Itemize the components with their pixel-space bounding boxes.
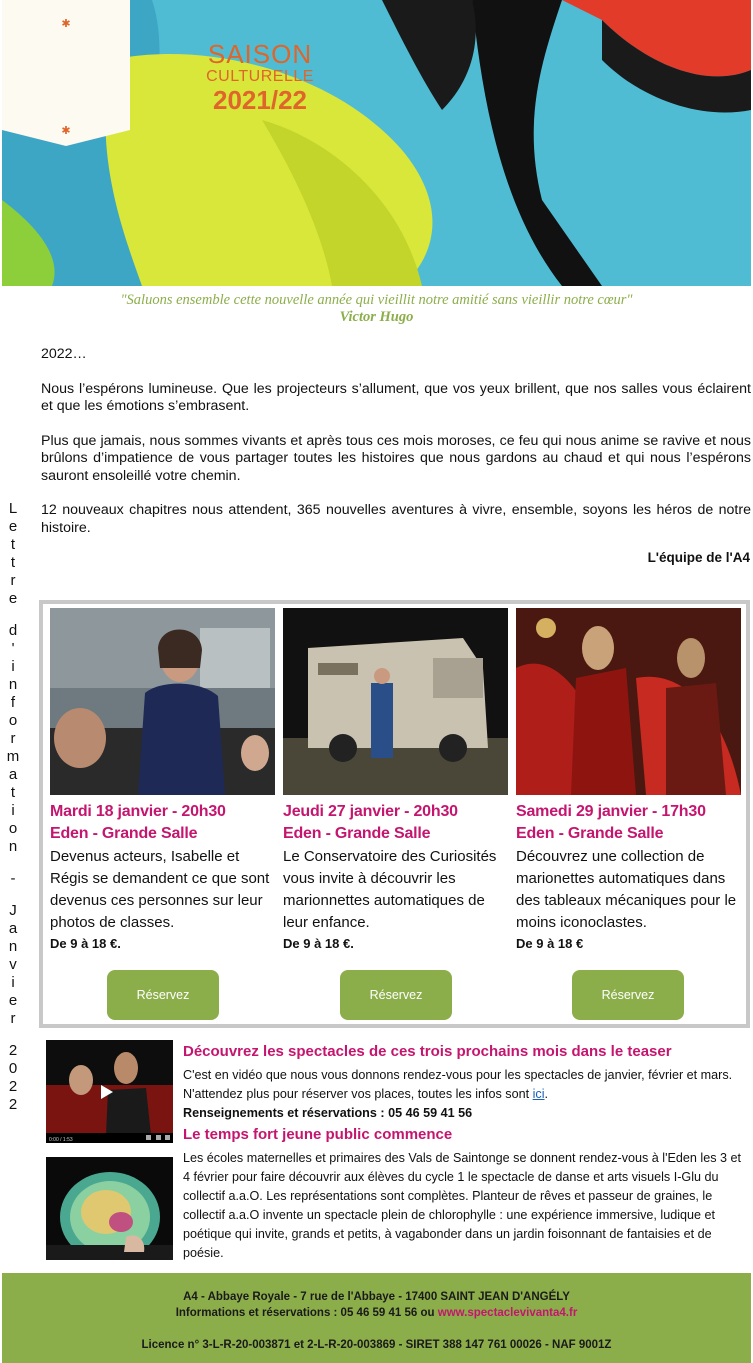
side-letter: a xyxy=(8,920,18,937)
saison-line1: SAISON xyxy=(207,39,313,69)
side-letter: 0 xyxy=(8,1060,18,1077)
side-letter xyxy=(4,608,22,622)
reserve-button[interactable]: Réservez xyxy=(572,970,684,1020)
events-box xyxy=(39,600,750,1028)
side-letter: t xyxy=(10,554,16,571)
reserve-button[interactable]: Réservez xyxy=(340,970,452,1020)
event-description: Devenus acteurs, Isabelle et Régis se demandent ce que sont devenus ces personnes sur leur photos de classes. xyxy=(50,848,270,931)
news-title-teaser: Découvrez les spectacles de ces trois prochains mois dans le teaser xyxy=(183,1043,672,1060)
side-letter xyxy=(4,856,22,870)
side-letter xyxy=(4,1028,22,1042)
contact-info: Renseignements et réservations : 05 46 59 41 56 xyxy=(183,1106,473,1120)
teaser-video-thumbnail[interactable] xyxy=(46,1040,173,1143)
svg-text:✱: ✱ xyxy=(61,18,71,30)
footer-address: A4 - Abbaye Royale - 7 rue de l'Abbaye - 17400 SAINT JEAN D'ANGÉLY xyxy=(183,1291,570,1303)
intro-paragraph-4: 12 nouveaux chapitres nous attendent, 365 nouvelles aventures à vivre, ensemble, soyons les héros de notre histoire. xyxy=(41,502,751,536)
event-photo[interactable] xyxy=(283,608,508,795)
side-letter: ' xyxy=(11,640,15,657)
side-letter: o xyxy=(8,820,18,837)
side-letter: 2 xyxy=(8,1042,18,1059)
side-letter: n xyxy=(8,838,18,855)
website-link[interactable]: www.spectaclevivanta4.fr xyxy=(437,1307,578,1319)
side-letter: m xyxy=(6,748,20,765)
event-card xyxy=(283,608,509,951)
event-card xyxy=(50,608,276,951)
intro-text xyxy=(41,346,751,554)
event-price: De 9 à 18 € xyxy=(516,936,584,951)
event-description: Le Conservatoire des Curiosités vous invite à découvrir les marionnettes automatiques de leur enfance. xyxy=(283,848,497,931)
intro-paragraph-3: Plus que jamais, nous sommes vivants et après tous ces mois moroses, ce feu qui nous anime se ravive et nous brûlons d’impatience de vous partager toutes les histoires que nous gardons au chaud et qui nous l’espérons sauront ensoleillé votre chemin. xyxy=(41,432,751,484)
intro-paragraph-1: 2022… xyxy=(41,346,87,362)
event-price: De 9 à 18 €. xyxy=(283,936,354,951)
video-time: 0:00 / 1:53 xyxy=(49,1137,73,1143)
footer-info-text: Informations et réservations : 05 46 59 41 56 ou xyxy=(175,1307,438,1319)
fullscreen-icon xyxy=(165,1135,170,1140)
event-date: Jeudi 27 janvier - 20h30 xyxy=(283,803,458,820)
news-body-teaser xyxy=(183,1066,749,1123)
news-text: C'est en vidéo que nous vous donnons rendez-vous pour les spectacles de janvier, février et mars. N'attendez plus pour réserver vos places, toutes les infos sont xyxy=(183,1068,733,1101)
side-letter: J xyxy=(9,902,17,919)
news-title-jeune-public: Le temps fort jeune public commence xyxy=(183,1126,453,1143)
side-letter: r xyxy=(10,730,16,747)
event-photo[interactable] xyxy=(516,608,741,795)
side-letter: L xyxy=(8,500,18,517)
event-price: De 9 à 18 €. xyxy=(50,936,121,951)
reserve-button[interactable]: Réservez xyxy=(107,970,219,1020)
quote-author: Victor Hugo xyxy=(339,309,414,325)
svg-text:✱: ✱ xyxy=(61,125,71,137)
side-letter: e xyxy=(8,992,18,1009)
news-body-jeune-public: Les écoles maternelles et primaires des Vals de Saintonge se donnent rendez-vous à l'Eden les 3 et 4 février pour faire découvrir aux élèves du cycle 1 le spectacle de danse et arts visuels I-Glu du collectif a.a.O. Les représentations sont complètes. Planteur de rêves et passeur de graines, le collectif a.a.O invente un spectacle plein de chlorophylle : une expérience immersive, ludique et poétique qui invite, grands et petits, à vagabonder dans un jardin foisonnant de fantaisies et de poésie. xyxy=(183,1151,742,1260)
saison-tag xyxy=(2,0,130,146)
igl-photo xyxy=(46,1157,173,1260)
side-letter: i xyxy=(11,974,15,991)
side-letter: r xyxy=(10,572,16,589)
saison-logo xyxy=(196,40,324,114)
event-date: Mardi 18 janvier - 20h30 xyxy=(50,803,226,820)
settings-icon xyxy=(156,1135,161,1140)
volume-icon xyxy=(146,1135,151,1140)
saison-line3: 2021/22 xyxy=(213,85,307,115)
side-letter: t xyxy=(10,536,16,553)
footer xyxy=(2,1273,751,1363)
side-letter: v xyxy=(9,956,17,973)
intro-paragraph-2: Nous l’espérons lumineuse. Que les projecteurs s’allument, que vos yeux brillent, que nos salles vous éclairent et que les émotions s’embrasent. xyxy=(41,380,751,414)
quote-text: "Saluons ensemble cette nouvelle année qui vieillit notre amitié sans vieillir notre cœur" xyxy=(120,292,633,308)
side-letter: n xyxy=(8,676,18,693)
side-letter: - xyxy=(10,870,16,887)
side-letter: 2 xyxy=(8,1078,18,1095)
side-letter: t xyxy=(10,784,16,801)
info-link[interactable]: ici xyxy=(532,1087,545,1101)
header-banner xyxy=(2,0,751,286)
event-venue: Eden - Grande Salle xyxy=(516,825,664,842)
event-venue: Eden - Grande Salle xyxy=(50,825,198,842)
event-card xyxy=(516,608,742,951)
side-letter: a xyxy=(8,766,18,783)
side-letter: r xyxy=(10,1010,16,1027)
side-letter: e xyxy=(8,590,18,607)
footer-info xyxy=(2,1307,751,1319)
side-letter: i xyxy=(11,658,15,675)
side-vertical-text xyxy=(4,500,22,1114)
event-date: Samedi 29 janvier - 17h30 xyxy=(516,803,706,820)
side-letter: d xyxy=(8,622,18,639)
side-letter: n xyxy=(8,938,18,955)
footer-licence: Licence n° 3-L-R-20-003871 et 2-L-R-20-003869 - SIRET 388 147 761 00026 - NAF 9001Z xyxy=(141,1339,612,1351)
side-letter: o xyxy=(8,712,18,729)
side-letter: e xyxy=(8,518,18,535)
side-letter: i xyxy=(11,802,15,819)
event-description: Découvrez une collection de marionettes automatiques dans des tableaux mécaniques pour le moins iconoclastes. xyxy=(516,848,737,931)
side-letter: f xyxy=(10,694,16,711)
event-photo[interactable] xyxy=(50,608,275,795)
event-venue: Eden - Grande Salle xyxy=(283,825,431,842)
side-letter xyxy=(4,888,22,902)
news-text-end: . xyxy=(544,1087,549,1101)
quote-block xyxy=(0,292,753,326)
side-letter: 2 xyxy=(8,1096,18,1113)
signature: L'équipe de l'A4 xyxy=(647,550,750,565)
saison-line2: CULTURELLE xyxy=(206,68,314,85)
